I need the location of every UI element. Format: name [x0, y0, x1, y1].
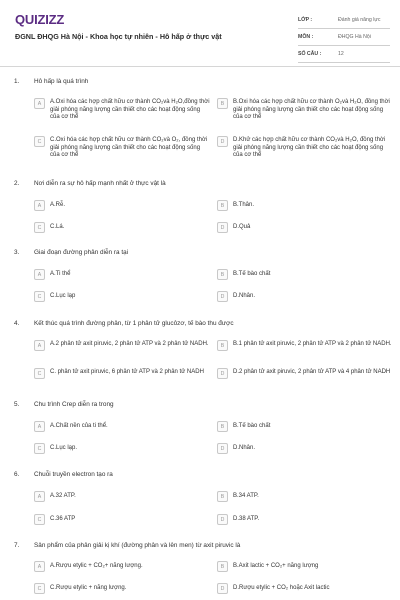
option-letter-badge: B	[217, 421, 228, 432]
option-letter-badge: A	[34, 421, 45, 432]
option-text: A.Chất nền của ti thể.	[50, 423, 108, 429]
option-text: B.Tế bào chất	[233, 271, 271, 277]
option-letter-badge: A	[34, 491, 45, 502]
meta-value: Đánh giá năng lực	[338, 17, 381, 23]
option-letter-badge: A	[34, 269, 45, 280]
meta-row-subject	[298, 29, 390, 46]
option-text: C.36 ATP	[50, 516, 76, 522]
option-text: C. phân tử axit piruvic, 6 phân tử ATP và 2 phân tử NADH	[50, 369, 204, 375]
header-divider	[0, 66, 400, 67]
option-letter-badge: C	[34, 443, 45, 454]
option-letter-badge: C	[34, 291, 45, 302]
meta-row-count	[298, 46, 390, 63]
meta-value: 12	[338, 51, 344, 57]
option-text: B.Oxi hóa các hợp chất hữu cơ thành O₂và H₂O, đồng thời giải phóng năng lượng cần thiết cho các hoạt động sống của cơ thể	[233, 99, 390, 121]
option-letter-badge: D	[217, 514, 228, 525]
option-text: B.34 ATP.	[233, 493, 259, 499]
question-number: 5.	[14, 401, 20, 408]
meta-row-class	[298, 12, 390, 29]
option-letter-badge: D	[217, 583, 228, 594]
question-number: 4.	[14, 320, 20, 327]
meta-value: ĐHQG Hà Nội	[338, 34, 371, 40]
worksheet-meta	[298, 12, 390, 63]
option-letter-badge: B	[217, 200, 228, 211]
option-text: A.Oxi hóa các hợp chất hữu cơ thành CO₂và H₂O,đồng thời giải phóng năng lượng cần thiết cho các hoạt động sống của cơ thể	[50, 99, 210, 121]
question-number: 3.	[14, 249, 20, 256]
option-text: D.38 ATP.	[233, 516, 260, 522]
question-text: Hô hấp là quá trình	[34, 78, 89, 85]
option-text: D.Nhân.	[233, 445, 256, 451]
worksheet-header	[0, 0, 400, 66]
option-letter-badge: C	[34, 368, 45, 379]
option-text: A.2 phân tử axit piruvic, 2 phân tử ATP và 2 phân tử NADH.	[50, 341, 209, 347]
question-text: Kết thúc quá trình đường phân, từ 1 phân tử glucôzơ, tế bào thu được	[34, 320, 234, 327]
worksheet-title: ĐGNL ĐHQG Hà Nội - Khoa học tự nhiên - Hô hấp ở thực vật	[15, 32, 222, 41]
meta-key: MÔN :	[298, 34, 314, 40]
option-text: D.Nhân.	[233, 293, 256, 299]
question-number: 1.	[14, 78, 20, 85]
option-text: B.1 phân tử axit piruvic, 2 phân tử ATP và 2 phân tử NADH.	[233, 341, 392, 347]
question-text: Chuỗi truyền electron tạo ra	[34, 471, 113, 478]
question-text: Sản phẩm của phân giải kị khí (đường phân và lên men) từ axit piruvic là	[34, 542, 241, 549]
option-letter-badge: C	[34, 583, 45, 594]
option-letter-badge: A	[34, 98, 45, 109]
option-letter-badge: D	[217, 368, 228, 379]
option-text: C.Lục lạp.	[50, 445, 78, 451]
option-text: A.Ti thể	[50, 271, 71, 277]
option-letter-badge: C	[34, 222, 45, 233]
question-text: Chu trình Crep diễn ra trong	[34, 401, 114, 408]
question-text: Nơi diễn ra sự hô hấp mạnh nhất ở thực vật là	[34, 180, 166, 187]
option-letter-badge: B	[217, 340, 228, 351]
question-number: 2.	[14, 180, 20, 187]
question-number: 7.	[14, 542, 20, 549]
question-text: Giai đoạn đường phân diễn ra tại	[34, 249, 129, 256]
option-text: B.Axit lactic + CO₂+ năng lượng	[233, 563, 319, 569]
option-letter-badge: B	[217, 269, 228, 280]
option-letter-badge: D	[217, 136, 228, 147]
meta-key: LỚP :	[298, 17, 313, 23]
option-text: D.Quả	[233, 224, 251, 230]
option-letter-badge: C	[34, 514, 45, 525]
option-letter-badge: A	[34, 340, 45, 351]
option-text: B.Thân.	[233, 202, 255, 208]
option-letter-badge: D	[217, 291, 228, 302]
option-text: D.Khử các hợp chất hữu cơ thành CO₂và H₂O, đồng thời giải phóng năng lượng cần thiết cho các hoạt động sống của cơ thể	[233, 137, 386, 159]
option-letter-badge: B	[217, 98, 228, 109]
option-text: C.Lá.	[50, 224, 65, 230]
option-letter-badge: B	[217, 561, 228, 572]
option-letter-badge: C	[34, 136, 45, 147]
option-letter-badge: A	[34, 200, 45, 211]
option-letter-badge: B	[217, 491, 228, 502]
option-text: D.Rượu etylic + CO₂ hoặc Axit lactic	[233, 585, 330, 591]
option-letter-badge: D	[217, 222, 228, 233]
quizizz-logo: QUIZIZZ	[15, 12, 65, 27]
option-text: A.Rượu etylic + CO₂+ năng lượng.	[50, 563, 143, 569]
option-text: B.Tế bào chất	[233, 423, 271, 429]
question-number: 6.	[14, 471, 20, 478]
option-text: C.Lục lạp	[50, 293, 76, 299]
option-letter-badge: A	[34, 561, 45, 572]
option-text: C.Oxi hóa các hợp chất hữu cơ thành CO₂và O₂, đồng thời giải phóng năng lượng cần thiết cho các hoạt động sống của cơ thể	[50, 137, 208, 159]
option-letter-badge: D	[217, 443, 228, 454]
option-text: D.2 phân tử axit piruvic, 2 phân tử ATP và 4 phân tử NADH	[233, 369, 391, 375]
option-text: C.Rượu etylic + năng lượng.	[50, 585, 127, 591]
meta-key: SỐ CÂU :	[298, 51, 322, 57]
option-text: A.Rễ.	[50, 202, 66, 208]
option-text: A.32 ATP.	[50, 493, 76, 499]
